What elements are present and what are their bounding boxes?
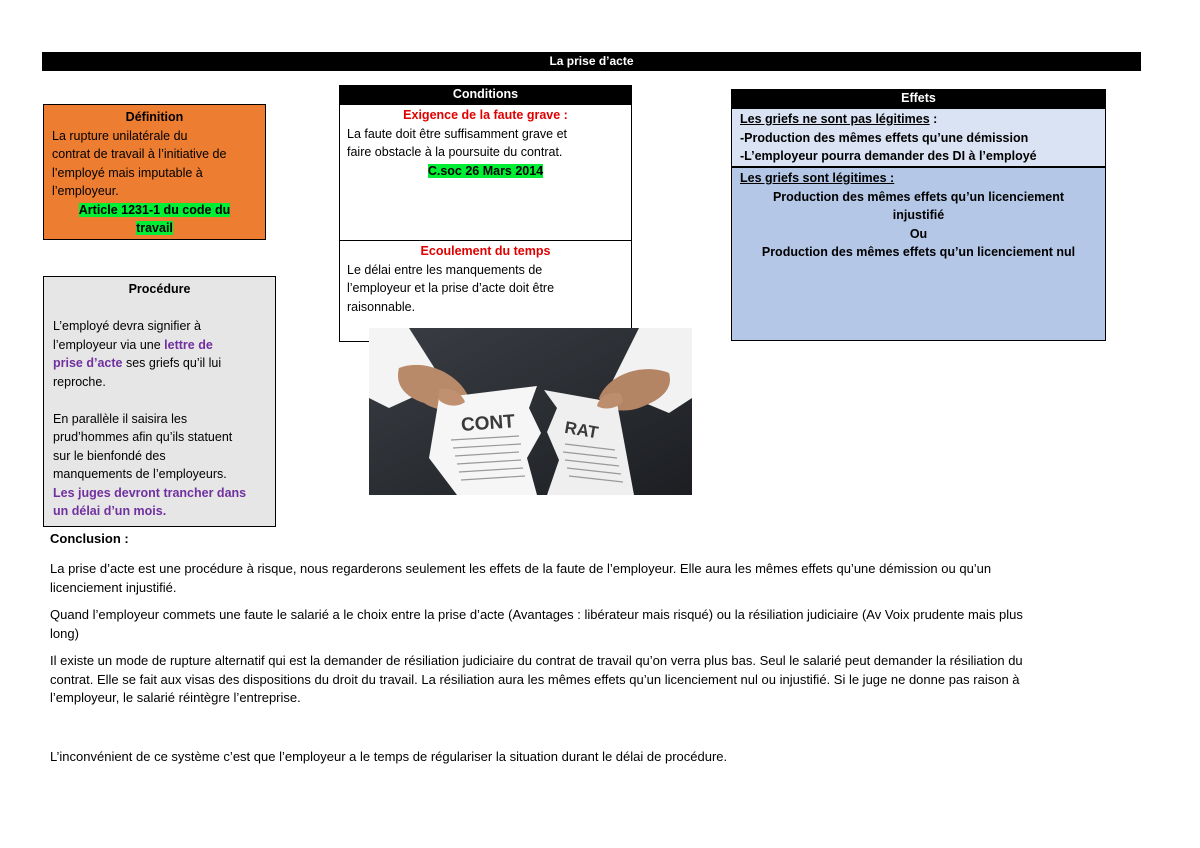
procedure-highlight: lettre de xyxy=(164,337,213,352)
photo-text-cont: CONT xyxy=(460,411,516,436)
conclusion-line: Il existe un mode de rupture alternatif qui est la demander de résiliation judiciaire du contrat de travail qu’on verra plus bas. Seul le salarié peut demander la résiliation du xyxy=(50,653,1023,668)
conclusion-line: Quand l’employeur commets une faute le salarié a le choix entre la prise d’acte (Avantages : libérateur mais risqué) ou la résiliation judiciaire (Av Voix prudente mais plus xyxy=(50,607,1023,622)
photo-text-rat: RAT xyxy=(563,417,600,443)
conclusion-heading: Conclusion : xyxy=(50,531,129,546)
conclusion-line: licenciement injustifié. xyxy=(50,579,177,595)
procedure-text: En parallèle il saisira les xyxy=(53,411,188,426)
conclusion-section xyxy=(50,530,1150,766)
conditions-case-ref: C.soc 26 Mars 2014 xyxy=(427,163,544,178)
effets-section-title: Les griefs sont légitimes : xyxy=(740,171,895,185)
procedure-highlight: prise d’acte xyxy=(53,356,123,370)
procedure-text: L’employé devra signifier à xyxy=(53,319,201,333)
conclusion-line: La prise d’acte est une procédure à risque, nous regarderons seulement les effets de la faute de l’employeur. Elle aura les mêmes effets qu’une démission ou qu’un xyxy=(50,561,992,576)
definition-article: Article 1231-1 du code du xyxy=(78,202,231,217)
effets-non-legitimes xyxy=(731,109,1106,167)
effets-or: Ou xyxy=(909,226,928,241)
conclusion-line: contrat. Elle se fait aux visas des dispositions du droit du travail. La résiliation aura les mêmes effets qu’un licenciement nul ou injustifié. Si le juge ne donne pas raison à xyxy=(50,671,1020,687)
procedure-text: prud’hommes afin qu’ils statuent xyxy=(53,430,233,444)
conditions-ecoulement xyxy=(339,240,632,342)
definition-line: La rupture unilatérale du xyxy=(52,128,188,143)
conclusion-line: L’inconvénient de ce système c’est que l’employeur a le temps de régulariser la situation durant le délai de procédure. xyxy=(50,748,728,764)
conclusion-paragraph xyxy=(50,606,1150,643)
conditions-header: Conditions xyxy=(339,85,632,105)
effets-text: -Production des mêmes effets qu’une démission xyxy=(740,130,1029,145)
procedure-box xyxy=(43,276,276,527)
procedure-text: l’employeur via une xyxy=(53,337,165,352)
procedure-text: ses griefs qu’il lui xyxy=(122,356,222,370)
procedure-deadline: Les juges devront trancher dans xyxy=(53,485,247,500)
procedure-text: sur le bienfondé des xyxy=(53,448,166,463)
conclusion-paragraph xyxy=(50,560,1150,597)
definition-article: travail xyxy=(136,221,173,235)
torn-contract-photo xyxy=(369,328,692,495)
definition-line: l’employé mais imputable à xyxy=(52,165,203,180)
conditions-text: Le délai entre les manquements de xyxy=(347,262,543,277)
effets-section-title: Les griefs ne sont pas légitimes xyxy=(740,112,930,126)
effets-legitimes xyxy=(731,167,1106,341)
effets-header: Effets xyxy=(731,89,1106,109)
definition-header: Définition xyxy=(125,110,184,124)
conditions-text: La faute doit être suffisamment grave et xyxy=(347,126,568,141)
effets-text: -L’employeur pourra demander des DI à l’employé xyxy=(740,149,1037,163)
conditions-faute-grave xyxy=(339,105,632,241)
effets-text: Production des mêmes effets qu’un licenciement nul xyxy=(761,245,1076,259)
conditions-section-title: Exigence de la faute grave : xyxy=(403,108,568,122)
definition-line: contrat de travail à l’initiative de xyxy=(52,147,227,161)
conditions-text: l’employeur et la prise d’acte doit être xyxy=(347,281,555,295)
definition-line: l’employeur. xyxy=(52,184,119,198)
conclusion-line: long) xyxy=(50,625,79,641)
conclusion-paragraph xyxy=(50,652,1150,708)
procedure-deadline: un délai d’un mois. xyxy=(53,504,167,518)
procedure-text: reproche. xyxy=(53,374,106,389)
procedure-text: manquements de l’employeurs. xyxy=(53,467,227,481)
conditions-text: faire obstacle à la poursuite du contrat. xyxy=(347,145,563,159)
effets-colon: : xyxy=(929,112,938,126)
conclusion-line: l’employeur, le salarié réintègre l’entreprise. xyxy=(50,690,301,705)
conditions-text: raisonnable. xyxy=(347,299,416,314)
conclusion-paragraph xyxy=(50,748,1150,767)
effets-text: Production des mêmes effets qu’un licenciement xyxy=(772,189,1065,204)
effets-text: injustifié xyxy=(892,208,945,222)
conditions-section-title: Ecoulement du temps xyxy=(420,244,551,258)
procedure-header: Procédure xyxy=(128,282,191,296)
definition-box xyxy=(43,104,266,240)
page-title: La prise d’acte xyxy=(42,52,1141,71)
